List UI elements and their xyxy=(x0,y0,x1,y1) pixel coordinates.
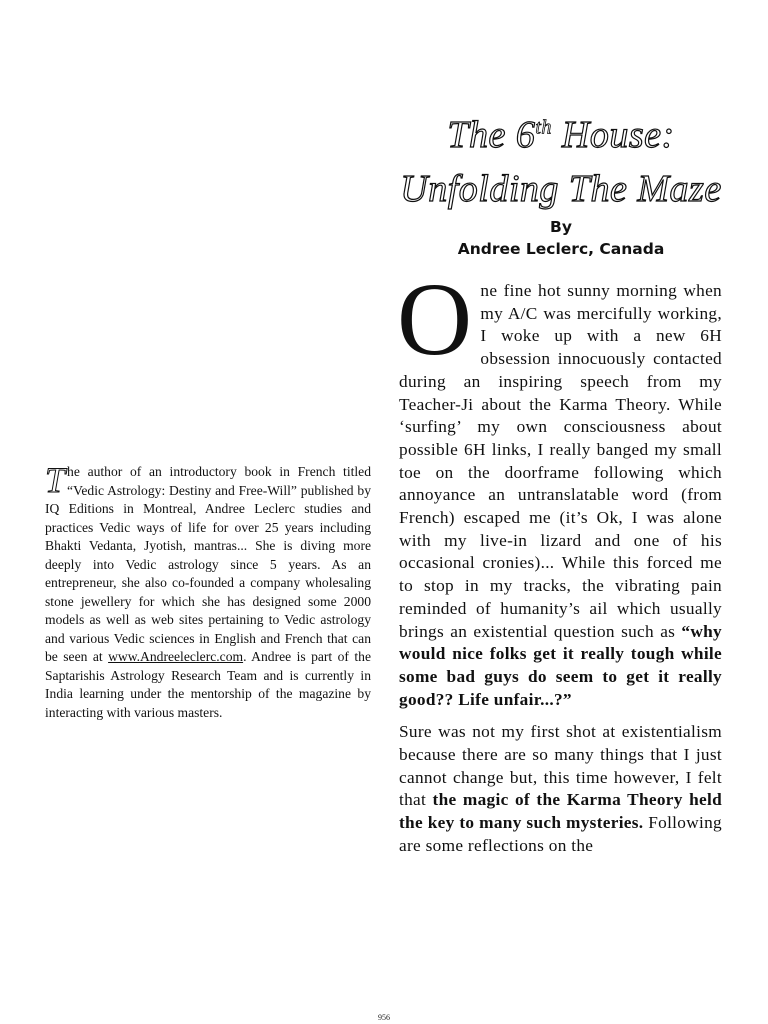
byline-author: Andree Leclerc, Canada xyxy=(457,240,665,258)
paragraph-bold-text: “why would nice folks get it really tough while some bad guys do seem to get it really good?? Life unfair...?” xyxy=(399,621,722,709)
title-text-part: The 6 xyxy=(447,114,536,156)
article-paragraph-2 xyxy=(399,721,722,857)
bio-drop-cap: T xyxy=(45,460,66,500)
article-body xyxy=(397,262,723,868)
author-bio xyxy=(45,460,371,722)
article-title-block xyxy=(400,108,722,260)
paragraph-text: ne fine hot sunny morning when my A/C was mercifully working, I woke up with a new 6H obsession innocuously contacted during an inspiring speech from my Teacher-Ji about the Karma Theory. While ‘surfing’ my own consciousness about possible 6H links, I really banged my small toe on the doorframe following which annoyance an untranslatable word (from French) escaped me (it’s Ok, I was alone with my live-in lizard and one of his occasional cronies)... While this forced me to stop in my tracks, the vibrating pain reminded of humanity’s ail which usually brings an existential question such as xyxy=(399,281,722,641)
author-website-link[interactable]: www.Andreeleclerc.com xyxy=(108,649,244,664)
paragraph-text: Sure was not my first shot at existentialism because there are so many things that I just cannot change but, this time however, I felt that xyxy=(399,722,722,810)
title-superscript: th xyxy=(535,116,552,139)
paragraph-bold-text: the magic of the Karma Theory held the key to many such mysteries. xyxy=(399,790,723,833)
article-paragraph-1 xyxy=(397,262,722,711)
bio-text: he author of an introductory book in French titled “Vedic Astrology: Destiny and Free-Will” published by IQ Editions in Montreal, Andree Leclerc studies and practices Vedic ways of life for over 25 years including Bhakti Vedanta, Jyotish, mantras... She is diving more deeply into Vedic astrology since 5 years. As an entrepreneur, she also co-founded a company wholesaling stone jewellery for which she has designed some 2000 models as well as web sites pertaining to Vedic astrology and various Vedic sciences in English and French that can be seen at xyxy=(45,464,371,664)
article-title-line-1 xyxy=(400,108,722,162)
paragraph-text: Following are some reflections on the xyxy=(399,813,722,855)
title-text-part: House: xyxy=(551,114,675,156)
article-title-line-2: Unfolding The Maze xyxy=(400,168,722,210)
bio-text: . Andree is part of the Saptarishis Astrology Research Team and is currently in India learning under the mentorship of the magazine by interacting with various masters. xyxy=(45,649,371,720)
drop-cap: O xyxy=(397,262,473,377)
page-number: 956 xyxy=(378,1013,390,1022)
byline-by: By xyxy=(550,218,572,236)
byline xyxy=(400,216,722,260)
